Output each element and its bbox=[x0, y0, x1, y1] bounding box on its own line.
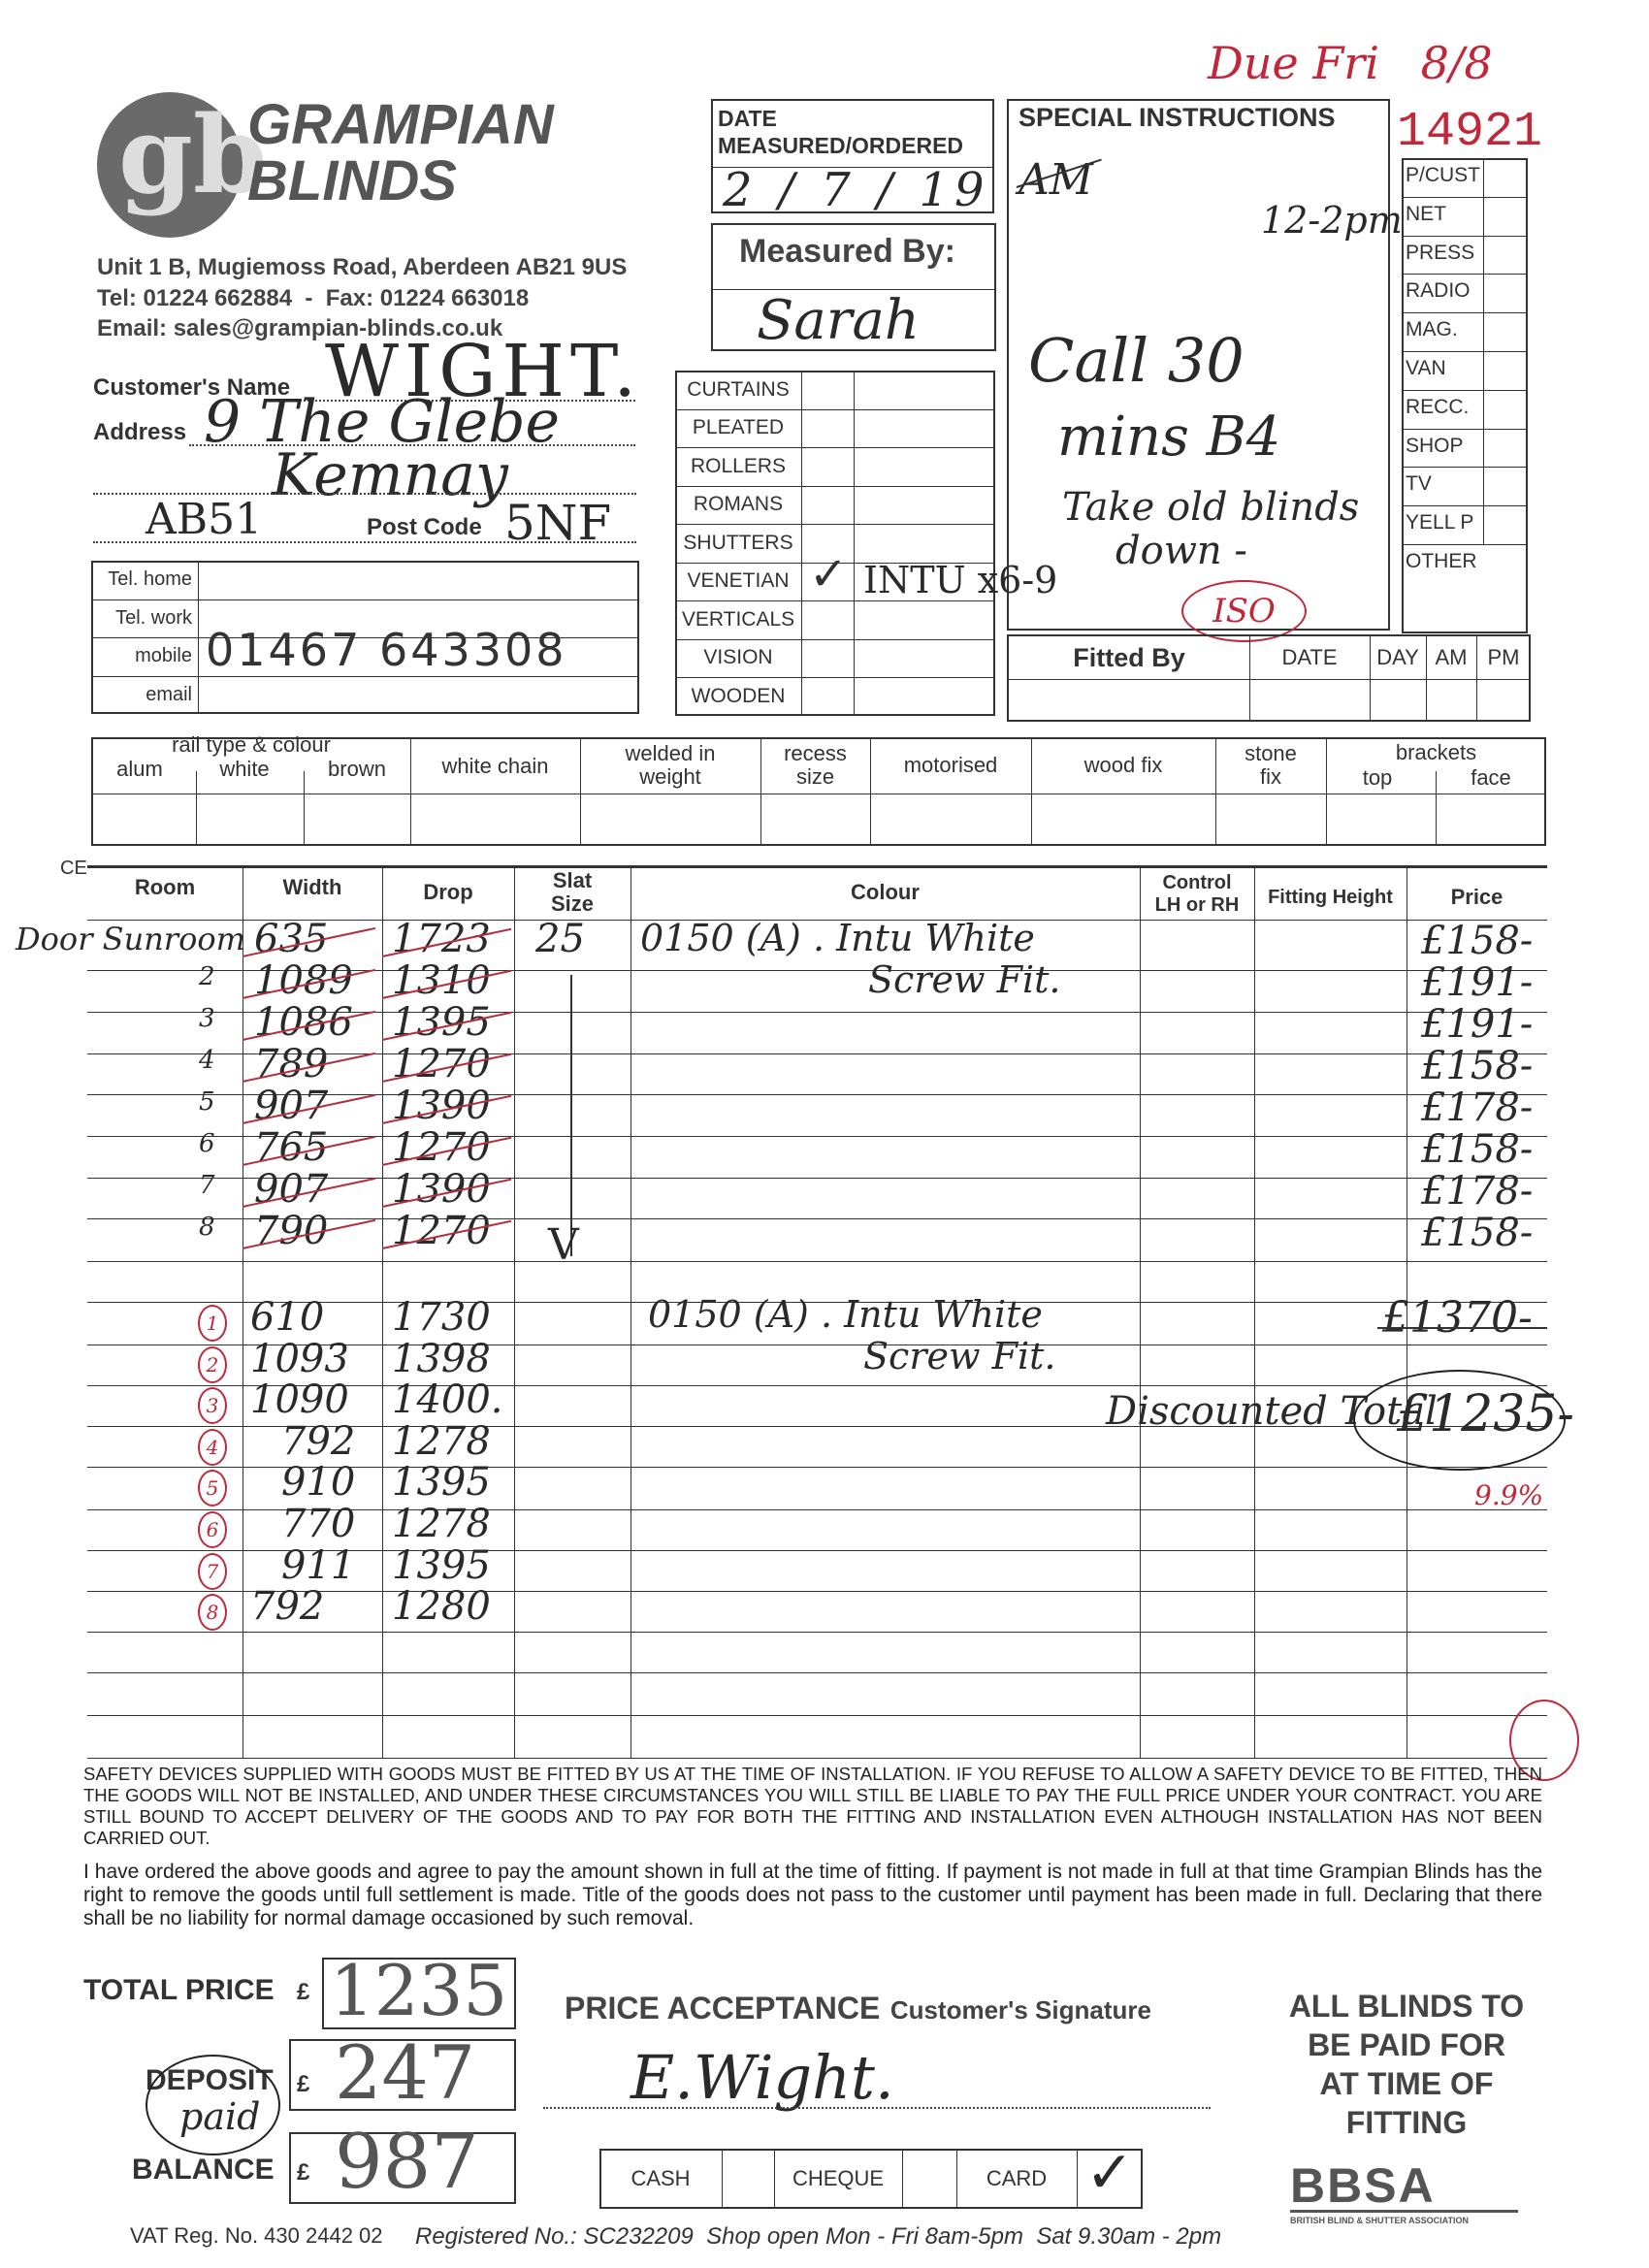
header-control-line2: LH or RH bbox=[1154, 894, 1240, 916]
source-label-0: P/CUST bbox=[1406, 164, 1481, 186]
row2-drop-5: 1278 bbox=[392, 1502, 491, 1546]
deposit-value: 247 bbox=[335, 2029, 476, 2116]
price-acceptance bbox=[565, 1991, 1151, 2026]
header-drop: Drop bbox=[423, 880, 473, 904]
notice-line-2: AT TIME OF bbox=[1319, 2066, 1494, 2101]
price-strike bbox=[1377, 1327, 1547, 1329]
header-control bbox=[1140, 869, 1254, 920]
card-checkbox[interactable] bbox=[1077, 2134, 1143, 2212]
product-label-6: VERTICALS bbox=[681, 607, 795, 631]
source-checkbox-1[interactable] bbox=[1483, 197, 1528, 236]
table-row-line bbox=[87, 1261, 1547, 1262]
fitted-by-label: Fitted By bbox=[1073, 642, 1185, 672]
row2-room-badge-5 bbox=[198, 1511, 227, 1548]
measured-by-value: Sarah bbox=[757, 289, 920, 352]
table-column-line bbox=[1140, 865, 1141, 1758]
discounted-label: Discounted Total bbox=[1106, 1389, 1438, 1434]
row2-width-3: 792 bbox=[281, 1418, 356, 1464]
row2-room-3: 4 bbox=[206, 1435, 219, 1459]
row1-drop-6: 1390 bbox=[392, 1167, 491, 1212]
table-column-line bbox=[514, 865, 515, 1758]
recess-line1: recess bbox=[784, 741, 847, 765]
row1-price-5: £158- bbox=[1421, 1127, 1534, 1172]
product-label-2: ROLLERS bbox=[690, 454, 787, 477]
source-label-3: RADIO bbox=[1406, 279, 1471, 303]
date-label-line2: MEASURED/ORDERED bbox=[718, 133, 964, 158]
row1-drop-3: 1270 bbox=[392, 1042, 491, 1086]
table-row-line bbox=[87, 1672, 1547, 1673]
row2-width-4: 910 bbox=[281, 1460, 356, 1506]
header-fitting-height: Fitting Height bbox=[1268, 886, 1393, 908]
fitted-pm-label: PM bbox=[1487, 645, 1520, 669]
source-label-4: MAG. bbox=[1406, 318, 1458, 341]
date-label bbox=[718, 105, 963, 159]
product-label-3: ROMANS bbox=[693, 493, 784, 516]
brackets-face-label: face bbox=[1471, 765, 1511, 790]
row1-room-6: 7 bbox=[199, 1171, 215, 1200]
address-line2: Kemnay bbox=[272, 441, 508, 509]
row2-width-7: 792 bbox=[250, 1584, 325, 1630]
row1-width-3: 789 bbox=[254, 1042, 329, 1086]
cheque-label: CHEQUE bbox=[792, 2166, 885, 2190]
row2-room-badge-3 bbox=[198, 1429, 227, 1466]
fitted-day-label: DAY bbox=[1376, 645, 1419, 669]
row1-room-7: 8 bbox=[199, 1213, 215, 1242]
instruction-note3: Take old blinds bbox=[1062, 485, 1360, 530]
motorised-label: motorised bbox=[903, 753, 998, 777]
contact-label-1: Tel. work bbox=[115, 606, 192, 629]
source-checkbox-8[interactable] bbox=[1483, 467, 1528, 505]
source-checkbox-2[interactable] bbox=[1483, 236, 1528, 275]
notice-line-3: FITTING bbox=[1345, 2105, 1468, 2140]
row1-drop-4: 1390 bbox=[392, 1084, 491, 1128]
row1-room-0: Door Sunroom bbox=[16, 921, 245, 957]
price-acceptance-sub: Customer's Signature bbox=[889, 1995, 1151, 2025]
address-label: Address bbox=[93, 419, 187, 445]
card-label: CARD bbox=[986, 2166, 1048, 2190]
row2-room-5: 6 bbox=[206, 1518, 219, 1541]
company-phone: Tel: 01224 662884 - Fax: 01224 663018 bbox=[97, 285, 530, 311]
row2-room-6: 7 bbox=[206, 1559, 219, 1583]
due-text: Due Fri bbox=[1208, 37, 1379, 89]
row1-price-1: £191- bbox=[1421, 960, 1534, 1005]
brackets-top-label: top bbox=[1362, 765, 1393, 790]
table-column-line bbox=[630, 865, 631, 1758]
table-column-line bbox=[382, 865, 383, 1758]
instruction-note2: mins B4 bbox=[1057, 405, 1281, 469]
source-checkbox-4[interactable] bbox=[1483, 312, 1528, 351]
source-checkbox-6[interactable] bbox=[1483, 390, 1528, 429]
instruction-am: AM bbox=[1018, 155, 1093, 205]
contact-label-0: Tel. home bbox=[108, 568, 192, 591]
cheque-checkbox[interactable] bbox=[902, 2149, 956, 2209]
row1-price-2: £191- bbox=[1421, 1002, 1534, 1047]
table-column-line bbox=[242, 865, 243, 1758]
row1-price-4: £178- bbox=[1421, 1085, 1534, 1130]
bbsa-logo-text: BBSA bbox=[1290, 2161, 1518, 2213]
total-price-label: TOTAL PRICE bbox=[83, 1974, 275, 2006]
row2-room-2: 3 bbox=[206, 1394, 219, 1418]
brackets-label: brackets bbox=[1395, 740, 1477, 764]
bbsa-full-name: BRITISH BLIND & SHUTTER ASSOCIATION bbox=[1290, 2216, 1469, 2225]
row1-drop-7: 1270 bbox=[392, 1209, 491, 1253]
price-acceptance-label: PRICE ACCEPTANCE bbox=[565, 1991, 881, 2025]
company-address: Unit 1 B, Mugiemoss Road, Aberdeen AB21 9US bbox=[97, 254, 628, 280]
row2-width-0: 610 bbox=[250, 1295, 325, 1340]
row1-colour-0: 0150 (A) . Intu White bbox=[640, 917, 1035, 959]
brown-label: brown bbox=[328, 757, 386, 781]
company-name-line1: GRAMPIAN bbox=[247, 93, 554, 156]
row2-width-5: 770 bbox=[281, 1502, 356, 1546]
special-instructions-label: SPECIAL INSTRUCTIONS bbox=[1018, 103, 1336, 132]
customer-name-label: Customer's Name bbox=[93, 374, 291, 401]
company-name-line2: BLINDS bbox=[247, 149, 457, 212]
fitted-date-label: DATE bbox=[1281, 645, 1338, 669]
deposit-currency: £ bbox=[297, 2071, 310, 2097]
stone-fix-label bbox=[1215, 737, 1326, 794]
iso-circle bbox=[1181, 580, 1307, 642]
row1-width-1: 1089 bbox=[254, 958, 353, 1003]
source-label-8: TV bbox=[1406, 472, 1432, 496]
stone-line1: stone bbox=[1245, 741, 1297, 765]
row1-room-1: 2 bbox=[199, 962, 215, 991]
vat-reg: VAT Reg. No. 430 2442 02 bbox=[130, 2223, 383, 2248]
source-divider bbox=[1402, 544, 1528, 545]
iso-text: ISO bbox=[1212, 592, 1276, 631]
recess-size-label bbox=[760, 737, 870, 794]
source-label-9: YELL P bbox=[1406, 511, 1474, 535]
row1-drop-5: 1270 bbox=[392, 1125, 491, 1170]
company-email: Email: sales@grampian-blinds.co.uk bbox=[97, 315, 503, 341]
contact-label-3: email bbox=[146, 683, 192, 705]
row1-price-7: £158- bbox=[1421, 1211, 1534, 1255]
header-slat-size bbox=[514, 867, 630, 918]
source-label-7: SHOP bbox=[1406, 434, 1464, 457]
row1-room-4: 5 bbox=[199, 1087, 215, 1117]
row2-width-6: 911 bbox=[281, 1542, 356, 1588]
row1-colour-1: Screw Fit. bbox=[868, 958, 1061, 1001]
row2-price-0: £1370- bbox=[1382, 1293, 1533, 1343]
header-room: Room bbox=[134, 875, 196, 899]
due-note bbox=[1208, 37, 1493, 89]
source-label-1: NET bbox=[1406, 202, 1446, 225]
row2-colour-0: 0150 (A) . Intu White bbox=[648, 1293, 1043, 1336]
row2-drop-7: 1280 bbox=[392, 1584, 491, 1630]
instruction-note4: down - bbox=[1116, 529, 1247, 573]
header-control-line1: Control bbox=[1162, 872, 1232, 893]
row1-width-0: 635 bbox=[254, 917, 329, 961]
total-currency: £ bbox=[297, 1979, 310, 2005]
measured-by-label: Measured By: bbox=[739, 233, 955, 270]
balance-label: BALANCE bbox=[132, 2154, 275, 2186]
due-date: 8/8 bbox=[1420, 37, 1493, 89]
table-row-line bbox=[87, 1758, 1547, 1759]
company-name bbox=[247, 93, 554, 212]
product-tick-5[interactable]: ✓ bbox=[808, 547, 849, 602]
product-label-0: CURTAINS bbox=[687, 377, 790, 401]
product-label-1: PLEATED bbox=[692, 416, 785, 439]
bbsa-logo bbox=[1290, 2158, 1518, 2225]
notice-line-1: BE PAID FOR bbox=[1308, 2027, 1505, 2062]
row2-room-1: 2 bbox=[206, 1352, 219, 1377]
row2-room-7: 8 bbox=[206, 1601, 219, 1625]
postcode-label: Post Code bbox=[367, 514, 482, 540]
card-tick: ✓ bbox=[1084, 2139, 1135, 2207]
row1-width-4: 907 bbox=[254, 1084, 329, 1128]
customer-name: WIGHT. bbox=[325, 330, 642, 413]
paid-note: paid bbox=[179, 2095, 261, 2138]
product-label-4: SHUTTERS bbox=[683, 531, 793, 554]
cash-checkbox[interactable] bbox=[722, 2149, 774, 2209]
product-label-5: VENETIAN bbox=[687, 569, 790, 593]
source-checkbox-7[interactable] bbox=[1483, 429, 1528, 468]
row2-drop-4: 1395 bbox=[392, 1460, 491, 1506]
row2-width-1: 1093 bbox=[250, 1336, 349, 1381]
row2-drop-2: 1400. bbox=[392, 1377, 503, 1423]
venetian-note: INTU x6-9 bbox=[863, 559, 1058, 601]
row2-room-badge-7 bbox=[198, 1594, 227, 1631]
row1-width-5: 765 bbox=[254, 1125, 329, 1170]
row2-room-0: 1 bbox=[206, 1312, 219, 1335]
row1-room-5: 6 bbox=[199, 1129, 215, 1158]
discounted-value: £1235- bbox=[1397, 1385, 1574, 1443]
source-label-6: RECC. bbox=[1406, 395, 1470, 418]
table-row-line bbox=[87, 1632, 1547, 1633]
row1-drop-1: 1310 bbox=[392, 958, 491, 1003]
safety-terms: SAFETY DEVICES SUPPLIED WITH GOODS MUST BE FITTED BY US AT THE TIME OF INSTALLATION. IF YOU REFUSE TO ALLOW A SAFETY DEVICE TO BE FITTED, THEN THE GOODS WILL NOT BE INSTALLED, AND UNDER THESE CIRCUMSTANCES YOU WILL STILL BE LIABLE TO PAY THE FULL PRICE UNDER YOUR CONTRACT. YOU ARE STILL BOUND TO ACCEPT DELIVERY OF THE GOODS AND TO PAY FOR BOTH THE FITTING AND INSTALLATION EVEN ALTHOUGH INSTALLATION HAS NOT BEEN CARRIED OUT. bbox=[83, 1764, 1542, 1848]
stone-line2: fix bbox=[1260, 764, 1281, 789]
welded-weight-label bbox=[580, 737, 760, 794]
white-chain-label: white chain bbox=[441, 754, 549, 778]
source-checkbox-5[interactable] bbox=[1483, 351, 1528, 390]
instruction-time: 12-2pm bbox=[1261, 199, 1403, 242]
welded-line2: weight bbox=[639, 764, 701, 789]
recess-line2: size bbox=[795, 764, 835, 789]
fitted-am-label: AM bbox=[1435, 645, 1468, 669]
address-line1: 9 The Glebe bbox=[204, 388, 561, 456]
row1-width-2: 1086 bbox=[254, 1000, 353, 1045]
customer-signature: E.Wight. bbox=[630, 2042, 894, 2113]
row2-room-badge-4 bbox=[198, 1470, 227, 1507]
table-row-line bbox=[87, 1715, 1547, 1716]
table-column-line bbox=[1254, 865, 1255, 1758]
instruction-note1: Call 30 bbox=[1028, 325, 1245, 396]
date-label-line1: DATE bbox=[718, 106, 777, 131]
rail-type-label: rail type & colour bbox=[172, 732, 331, 757]
row2-drop-1: 1398 bbox=[392, 1336, 491, 1381]
row1-room-2: 3 bbox=[199, 1004, 215, 1033]
source-label-10: OTHER bbox=[1406, 550, 1477, 572]
source-checkbox-9[interactable] bbox=[1483, 505, 1528, 544]
balance-value: 987 bbox=[335, 2119, 479, 2206]
balance-currency: £ bbox=[297, 2159, 310, 2186]
row1-width-6: 907 bbox=[254, 1167, 329, 1212]
contact-value-2[interactable]: 01467 643308 bbox=[206, 624, 567, 676]
row2-drop-3: 1278 bbox=[392, 1418, 491, 1464]
postcode: 5NF bbox=[504, 495, 612, 551]
registered-info: Registered No.: SC232209 Shop open Mon - Fri 8am-5pm Sat 9.30am - 2pm bbox=[415, 2223, 1222, 2250]
slat-arrow bbox=[570, 975, 572, 1256]
header-price: Price bbox=[1450, 885, 1504, 909]
row2-room-badge-6 bbox=[198, 1553, 227, 1590]
cash-label: CASH bbox=[630, 2166, 691, 2190]
row2-room-badge-2 bbox=[198, 1387, 227, 1424]
row2-room-badge-0 bbox=[198, 1305, 227, 1342]
row1-drop-2: 1395 bbox=[392, 1000, 491, 1045]
row1-room-3: 4 bbox=[199, 1046, 215, 1075]
header-slat-line2: Size bbox=[550, 891, 595, 916]
discount-percent: 9.9% bbox=[1474, 1479, 1544, 1511]
source-label-5: VAN bbox=[1406, 357, 1446, 379]
total-price-value: 1235 bbox=[330, 1950, 508, 2031]
company-logo bbox=[97, 92, 268, 238]
welded-line1: welded in bbox=[625, 741, 716, 765]
payment-notice bbox=[1251, 1987, 1562, 2142]
row2-drop-6: 1395 bbox=[392, 1542, 491, 1588]
row2-colour-1: Screw Fit. bbox=[863, 1334, 1056, 1377]
row2-room-4: 5 bbox=[206, 1476, 219, 1501]
row1-width-7: 790 bbox=[254, 1209, 329, 1253]
wood-fix-label: wood fix bbox=[1083, 753, 1163, 777]
address-line3: AB51 bbox=[146, 495, 263, 544]
header-slat-line1: Slat bbox=[552, 868, 593, 892]
white-label: white bbox=[219, 757, 270, 781]
row1-price-3: £158- bbox=[1421, 1044, 1534, 1088]
product-tick-8[interactable] bbox=[803, 664, 854, 716]
header-colour: Colour bbox=[851, 880, 920, 904]
alum-label: alum bbox=[116, 757, 163, 781]
row2-drop-0: 1730 bbox=[392, 1295, 491, 1340]
row1-slat-0: 25 bbox=[535, 917, 585, 961]
product-label-7: VISION bbox=[703, 646, 773, 669]
order-number: 14921 bbox=[1397, 105, 1543, 160]
date-value: 2 / 7 / 19 bbox=[723, 163, 990, 217]
notice-line-0: ALL BLINDS TO bbox=[1288, 1989, 1525, 2024]
logo-letters: gb bbox=[118, 92, 268, 217]
row1-drop-0: 1723 bbox=[392, 917, 491, 961]
header-width: Width bbox=[282, 875, 342, 899]
product-label-8: WOODEN bbox=[691, 684, 786, 707]
source-label-2: PRESS bbox=[1406, 241, 1475, 264]
slat-arrowhead: V bbox=[548, 1220, 579, 1270]
row2-room-badge-1 bbox=[198, 1346, 227, 1383]
agreement-terms: I have ordered the above goods and agree to pay the amount shown in full at the time of fitting. If payment is not made in full at that time Grampian Blinds has the right to remove the goods until full settlement is made. Title of the goods does not pass to the customer until payment has been made in full. Declaring that there shall be no liability for normal damage occasioned by such removal. bbox=[83, 1861, 1542, 1929]
source-checkbox-0[interactable] bbox=[1483, 158, 1528, 197]
margin-mark: CE bbox=[60, 858, 87, 879]
row1-price-0: £158- bbox=[1421, 919, 1534, 963]
row1-price-6: £178- bbox=[1421, 1169, 1534, 1214]
source-checkbox-3[interactable] bbox=[1483, 274, 1528, 312]
row2-width-2: 1090 bbox=[250, 1377, 349, 1423]
contact-label-2: mobile bbox=[135, 645, 192, 667]
deposit-label: DEPOSIT bbox=[146, 2064, 274, 2096]
